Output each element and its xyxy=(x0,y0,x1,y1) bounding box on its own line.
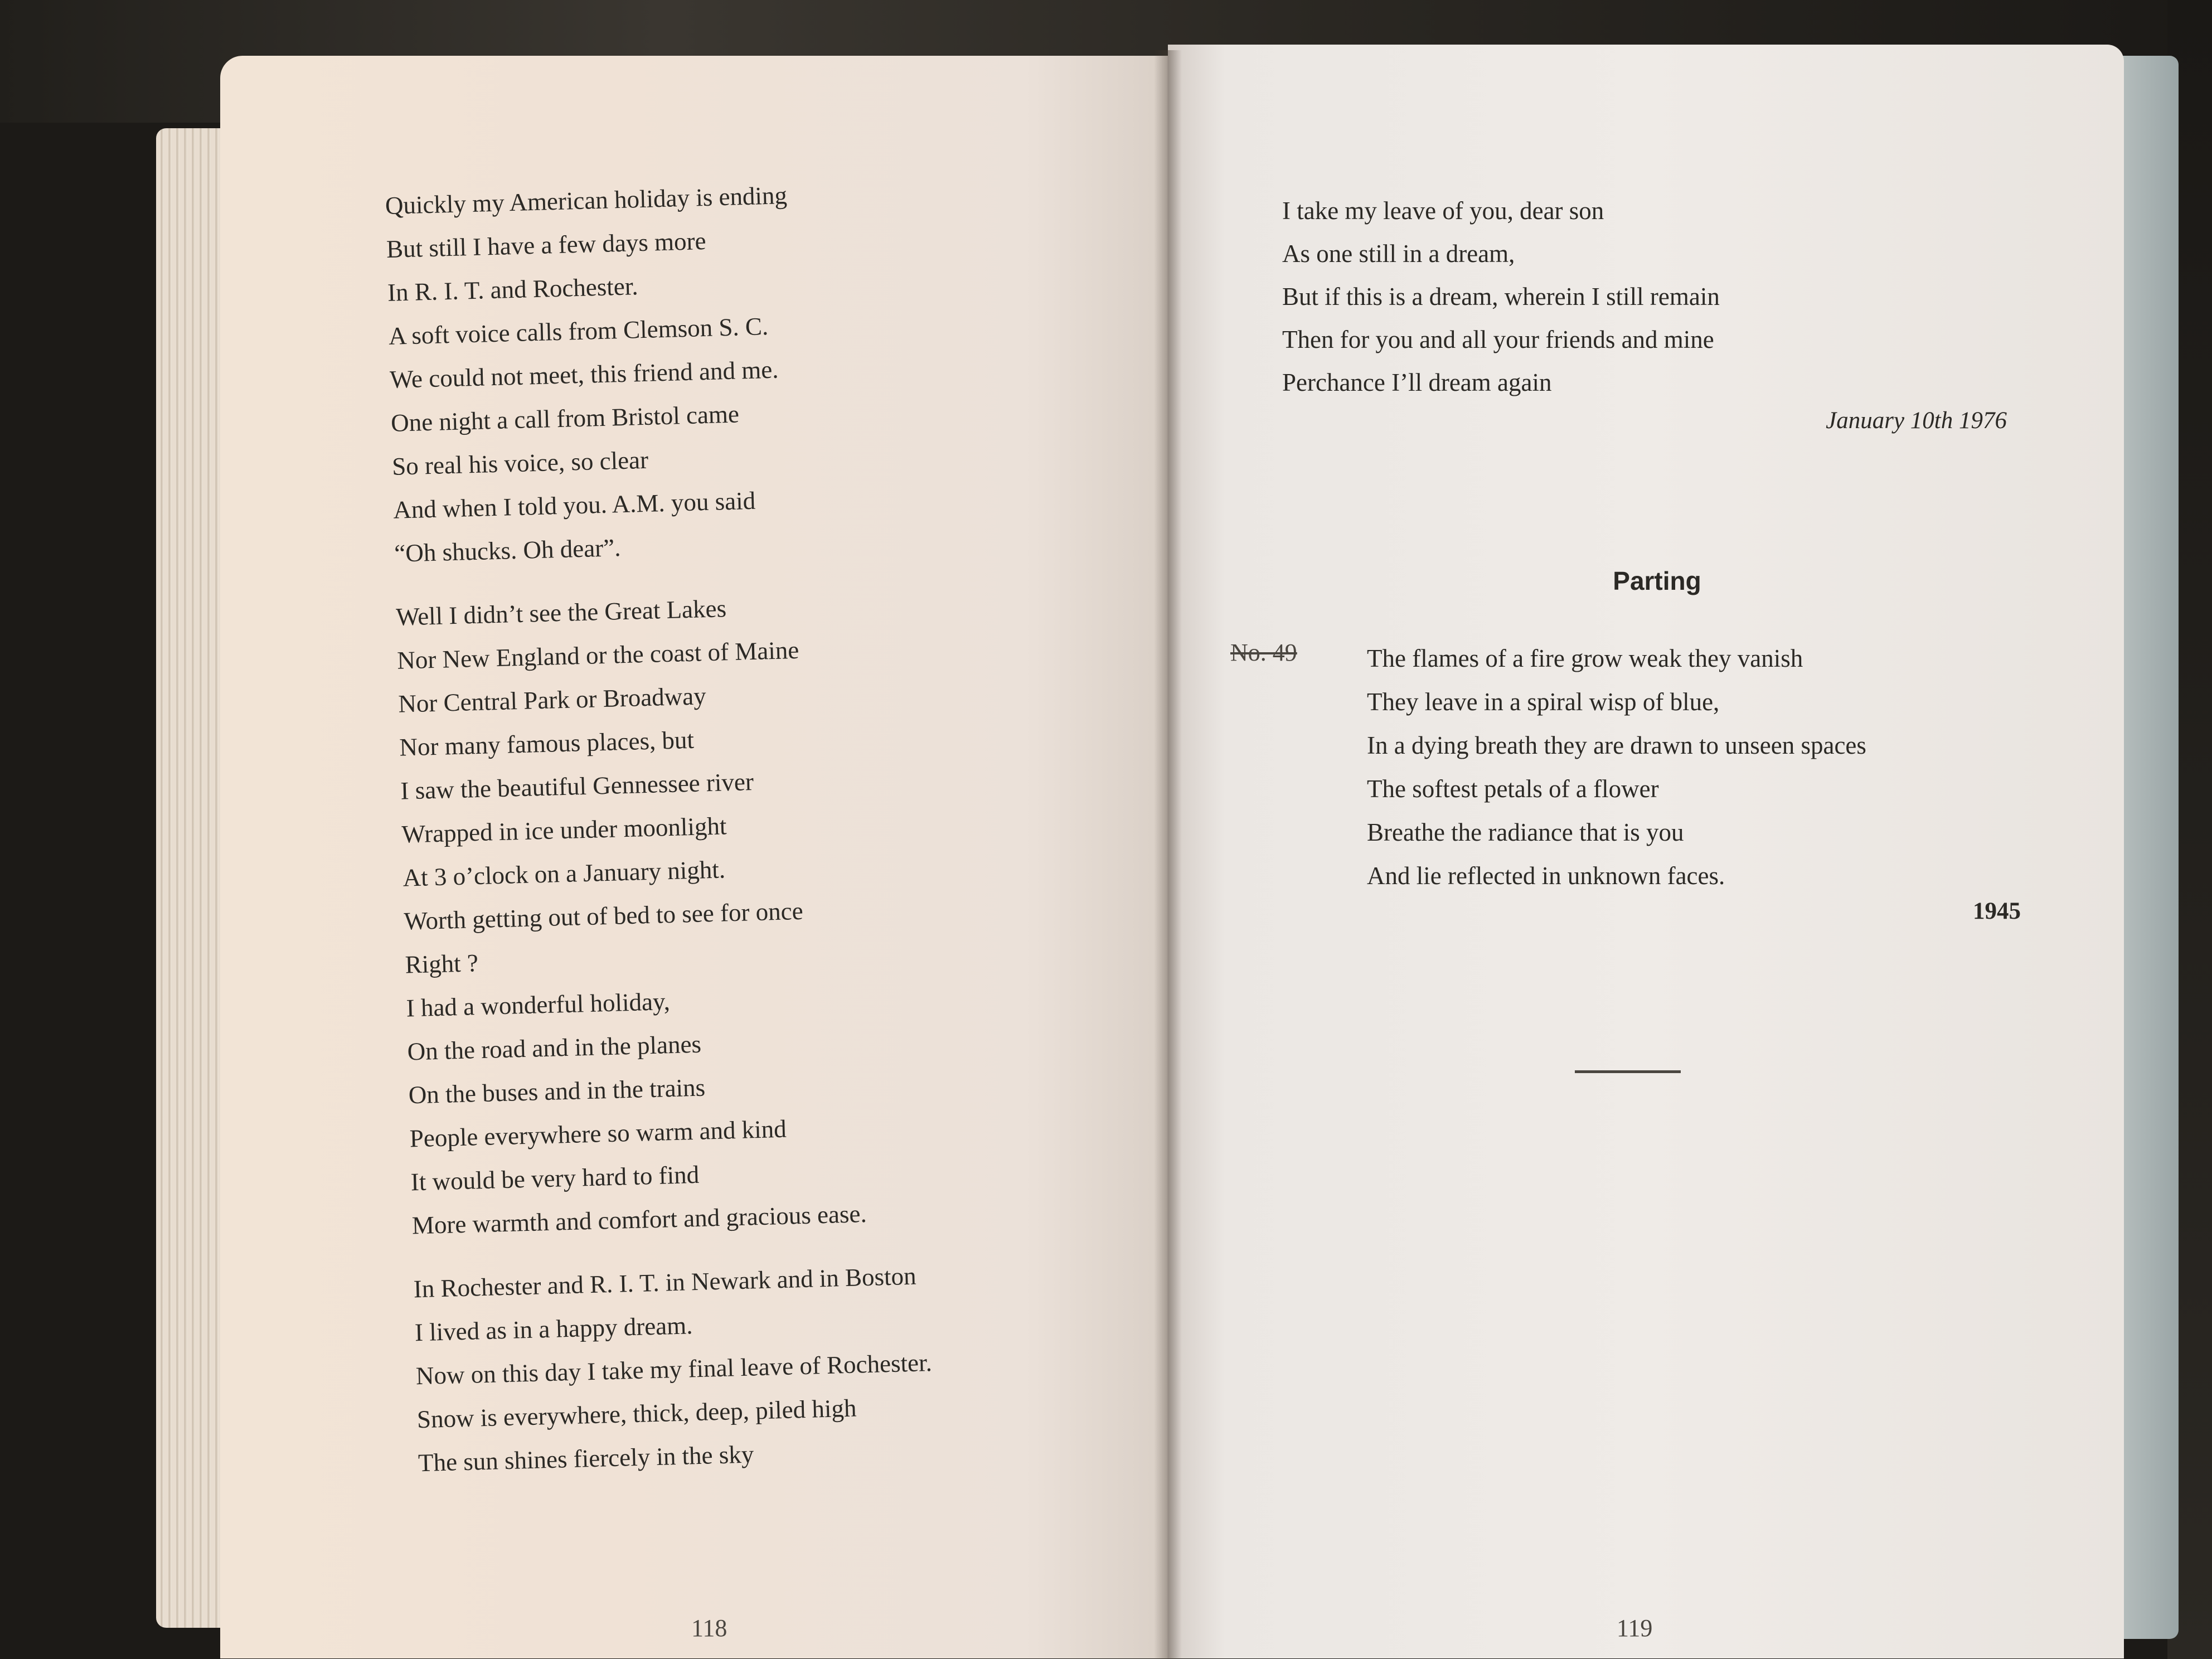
text-line: I saw the beautiful Gennessee river xyxy=(400,768,754,805)
text-line: Well I didn’t see the Great Lakes xyxy=(395,594,727,631)
text-line: Then for you and all your friends and mine xyxy=(1282,326,1714,353)
text-line: As one still in a dream, xyxy=(1282,240,1515,268)
closing-stanza xyxy=(1282,190,2063,404)
book-gutter xyxy=(1154,50,1182,1659)
text-line: People everywhere so warm and kind xyxy=(409,1114,787,1153)
text-line: Perchance I’ll dream again xyxy=(1282,368,1552,396)
text-line: Quickly my American holiday is ending xyxy=(385,181,788,220)
text-line: Wrapped in ice under moonlight xyxy=(401,812,727,848)
text-line: Breathe the radiance that is you xyxy=(1367,818,1684,846)
page-number-left: 118 xyxy=(691,1614,727,1642)
text-line: Right ? xyxy=(405,949,479,979)
right-page xyxy=(1168,45,2124,1658)
text-line: It would be very hard to find xyxy=(410,1160,700,1196)
text-line: Nor New England or the coast of Maine xyxy=(396,636,799,675)
poem-body xyxy=(1367,637,2092,898)
text-line: At 3 o’clock on a January night. xyxy=(402,855,726,892)
text-line: The sun shines fiercely in the sky xyxy=(418,1440,754,1477)
page-number-right: 119 xyxy=(1617,1614,1653,1642)
text-line: “Oh shucks. Oh dear”. xyxy=(394,533,621,567)
poem-title: Parting xyxy=(1613,566,1701,595)
text-line: Worth getting out of bed to see for once xyxy=(403,896,804,935)
section-divider xyxy=(1575,1070,1681,1073)
text-line: The flames of a fire grow weak they vanish xyxy=(1367,644,1803,672)
text-line: In a dying breath they are drawn to unseen spaces xyxy=(1367,731,1866,759)
text-line: In R. I. T. and Rochester. xyxy=(387,272,639,307)
text-line: On the road and in the planes xyxy=(407,1030,702,1066)
text-line: I had a wonderful holiday, xyxy=(406,987,671,1022)
left-page xyxy=(220,56,1168,1658)
text-line: I lived as in a happy dream. xyxy=(414,1311,693,1347)
text-line: Snow is everywhere, thick, deep, piled high xyxy=(416,1394,857,1434)
text-line: We could not meet, this friend and me. xyxy=(389,355,779,394)
text-line: A soft voice calls from Clemson S. C. xyxy=(388,312,769,350)
text-line: And lie reflected in unknown faces. xyxy=(1367,862,1725,890)
text-line: Nor many famous places, but xyxy=(399,725,695,761)
text-line: One night a call from Bristol came xyxy=(390,400,740,437)
text-line: I take my leave of you, dear son xyxy=(1282,197,1604,225)
stanza xyxy=(395,575,1181,1248)
poem-date: January 10th 1976 xyxy=(1826,408,2007,434)
text-line: More warmth and comfort and gracious ease. xyxy=(411,1200,867,1240)
text-line: And when I told you. A.M. you said xyxy=(392,486,756,524)
text-line: They leave in a spiral wisp of blue, xyxy=(1367,688,1720,716)
poem-year: 1945 xyxy=(1973,898,2021,924)
text-line: Now on this day I take my final leave of Rochester. xyxy=(415,1348,933,1390)
text-line: In Rochester and R. I. T. in Newark and in Boston xyxy=(413,1262,917,1303)
poem-number: No. 49 xyxy=(1230,639,1297,666)
stanza xyxy=(413,1247,1188,1485)
left-poem-text xyxy=(385,164,1189,1505)
stanza xyxy=(385,164,1164,575)
text-line: The softest petals of a flower xyxy=(1367,775,1659,803)
text-line: But if this is a dream, wherein I still remain xyxy=(1282,283,1720,311)
text-line: So real his voice, so clear xyxy=(391,445,649,481)
text-line: On the buses and in the trains xyxy=(408,1073,706,1109)
text-line: Nor Central Park or Broadway xyxy=(397,682,707,718)
text-line: But still I have a few days more xyxy=(386,226,707,263)
